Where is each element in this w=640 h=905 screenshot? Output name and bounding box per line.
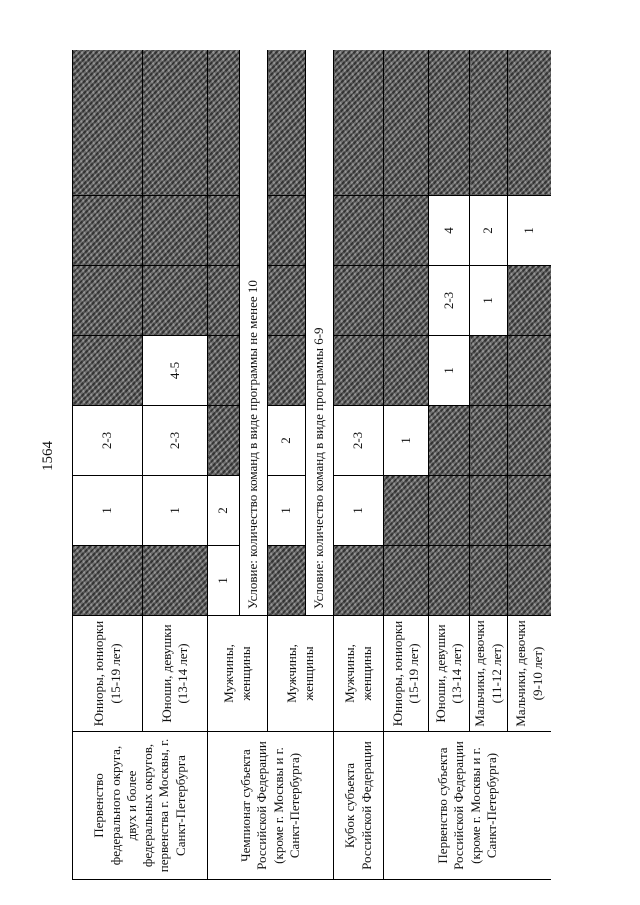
value-cell: 2	[208, 476, 240, 546]
category-men-women: Мужчины, женщины	[208, 616, 268, 732]
shaded-cell	[384, 50, 429, 196]
shaded-cell	[470, 50, 508, 196]
shaded-cell	[470, 336, 508, 406]
shaded-cell	[73, 50, 143, 196]
condition-6-9: Условие: количество команд в виде программы 6-9	[306, 50, 334, 616]
shaded-cell	[470, 546, 508, 616]
shaded-cell	[208, 266, 240, 336]
shaded-cell	[143, 50, 208, 196]
category-youth: Юноши, девушки (13-14 лет)	[143, 616, 208, 732]
value-cell: 1	[268, 476, 306, 546]
shaded-cell	[508, 546, 552, 616]
shaded-cell	[208, 50, 240, 196]
shaded-cell	[508, 266, 552, 336]
shaded-cell	[73, 336, 143, 406]
shaded-cell	[73, 196, 143, 266]
category-boys-girls-11-12: Мальчики, девочки (11-12 лет)	[470, 616, 508, 732]
shaded-cell	[334, 50, 384, 196]
value-cell: 1	[73, 476, 143, 546]
shaded-cell	[508, 50, 552, 196]
value-cell: 1	[384, 406, 429, 476]
value-cell: 4-5	[143, 336, 208, 406]
page-number: 1564	[40, 441, 56, 471]
shaded-cell	[143, 546, 208, 616]
shaded-cell	[208, 336, 240, 406]
shaded-cell	[268, 196, 306, 266]
shaded-cell	[268, 546, 306, 616]
shaded-cell	[268, 336, 306, 406]
value-cell: 1	[470, 266, 508, 336]
shaded-cell	[384, 546, 429, 616]
competition-subject-cup: Кубок субъекта Российской Федерации	[334, 732, 384, 880]
category-juniors: Юниоры, юниорки (15-19 лет)	[384, 616, 429, 732]
shaded-cell	[73, 546, 143, 616]
shaded-cell	[208, 406, 240, 476]
shaded-cell	[334, 546, 384, 616]
shaded-cell	[384, 266, 429, 336]
category-boys-girls-9-10: Мальчики, девочки (9-10 лет)	[508, 616, 552, 732]
value-cell: 2	[470, 196, 508, 266]
value-cell: 1	[508, 196, 552, 266]
table-row	[334, 50, 384, 880]
category-juniors: Юниоры, юниорки (15-19 лет)	[73, 616, 143, 732]
shaded-cell	[508, 476, 552, 546]
category-men-women: Мужчины, женщины	[268, 616, 334, 732]
shaded-cell	[384, 336, 429, 406]
value-cell: 2	[268, 406, 306, 476]
table-row	[384, 50, 429, 880]
value-cell: 1	[143, 476, 208, 546]
competition-subject-championship: Чемпионат субъекта Российской Федерации (кроме г. Москвы и г. Санкт-Петербурга)	[208, 732, 334, 880]
value-cell: 1	[334, 476, 384, 546]
shaded-cell	[268, 266, 306, 336]
condition-min10: Условие: количество команд в виде программы не менее 10	[240, 50, 268, 616]
shaded-cell	[334, 266, 384, 336]
shaded-cell	[268, 50, 306, 196]
value-cell: 2-3	[334, 406, 384, 476]
shaded-cell	[73, 266, 143, 336]
shaded-cell	[384, 196, 429, 266]
table-row	[208, 50, 240, 880]
shaded-cell	[143, 266, 208, 336]
shaded-cell	[334, 196, 384, 266]
value-cell: 4	[429, 196, 470, 266]
category-youth: Юноши, девушки (13-14 лет)	[429, 616, 470, 732]
shaded-cell	[429, 476, 470, 546]
shaded-cell	[470, 406, 508, 476]
value-cell: 1	[429, 336, 470, 406]
shaded-cell	[429, 406, 470, 476]
shaded-cell	[429, 50, 470, 196]
rank-table	[72, 50, 551, 880]
value-cell: 1	[208, 546, 240, 616]
shaded-cell	[470, 476, 508, 546]
competition-subject-first: Первенство субъекта Российской Федерации (кроме г. Москвы и г. Санкт-Петербурга)	[384, 732, 552, 880]
table-wrap	[72, 50, 551, 880]
shaded-cell	[508, 406, 552, 476]
value-cell: 2-3	[143, 406, 208, 476]
shaded-cell	[208, 196, 240, 266]
value-cell: 2-3	[73, 406, 143, 476]
shaded-cell	[508, 336, 552, 406]
shaded-cell	[384, 476, 429, 546]
table-row	[73, 50, 143, 880]
rotated-table-container	[72, 50, 551, 880]
shaded-cell	[429, 546, 470, 616]
category-men-women: Мужчины, женщины	[334, 616, 384, 732]
value-cell: 2-3	[429, 266, 470, 336]
shaded-cell	[143, 196, 208, 266]
shaded-cell	[334, 336, 384, 406]
competition-fed-district: Первенство федерального округа, двух и более федеральных округов, первенства г. Москвы, г. Санкт-Петербурга	[73, 732, 208, 880]
